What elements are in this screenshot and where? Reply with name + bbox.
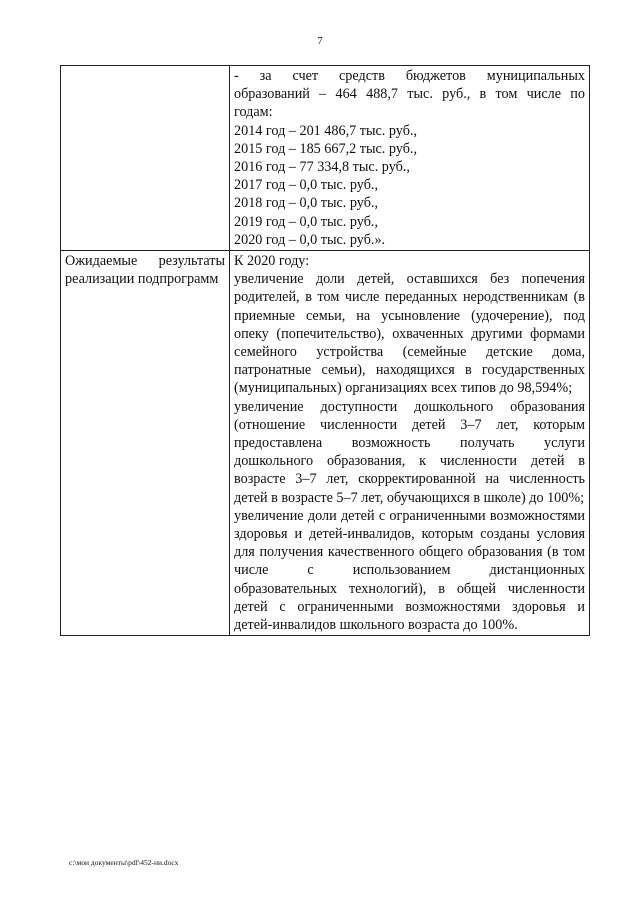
footer-file-path: c:\мои документы\pdf\452-ни.docx [69,858,179,867]
funding-year-line: 2020 год – 0,0 тыс. руб.». [234,231,386,248]
funding-line: - за счет средств бюджетов муниципальных [234,68,585,84]
row-label-line: реализации подпрограмм [65,271,219,288]
page-number: 7 [317,35,323,47]
row-label-cell-empty [61,66,230,251]
results-intro: К 2020 году: [234,253,310,270]
funding-year-line: 2016 год – 77 334,8 тыс. руб., [234,159,410,176]
table-row [61,66,590,251]
funding-year-line: 2014 год – 201 486,7 тыс. руб., [234,122,418,139]
funding-line: образований – 464 488,7 тыс. руб., в том числе по [234,86,585,103]
funding-year-line: 2018 год – 0,0 тыс. руб., [234,195,379,212]
row-label-line: Ожидаемые результаты [65,253,225,270]
result-paragraph: увеличение доступности дошкольного образования (отношение численности детей 3–7 лет, которым предоставлена возможность получать услуги дошкольного образования, к численности детей в возрасте 3–7 лет, скорректированной на численность детей в возрасте 5–7 лет, обучающихся в школе) до 100%; [234,398,585,506]
funding-year-line: 2015 год – 185 667,2 тыс. руб., [234,140,418,157]
result-paragraph: увеличение доли детей с ограниченными возможностями здоровья и детей-инвалидов, которым созданы условия для получения качественного общего образования (в том числе с использованием дистанционных образовательных технологий), в общей численности детей с ограниченными возможностями здоровья и детей-инвалидов школьного возраста до 100%. [234,507,585,634]
result-paragraph: увеличение доли детей, оставшихся без попечения родителей, в том числе переданных неродственникам (в приемные семьи, на усыновление (удочерение), под опеку (попечительство), охваченных другими формами семейного устройства (семейные детские дома, патронатные семьи), находящихся в государственных (муниципальных) организациях всех типов до 98,594%; [234,271,585,397]
subprogram-passport-table [60,65,590,636]
table-row [61,251,590,636]
expected-results-cell [230,251,590,636]
funding-line: годам: [234,104,273,121]
funding-year-line: 2019 год – 0,0 тыс. руб., [234,213,379,230]
funding-year-line: 2017 год – 0,0 тыс. руб., [234,177,379,194]
row-label-cell [61,251,230,636]
funding-cell [230,66,590,251]
